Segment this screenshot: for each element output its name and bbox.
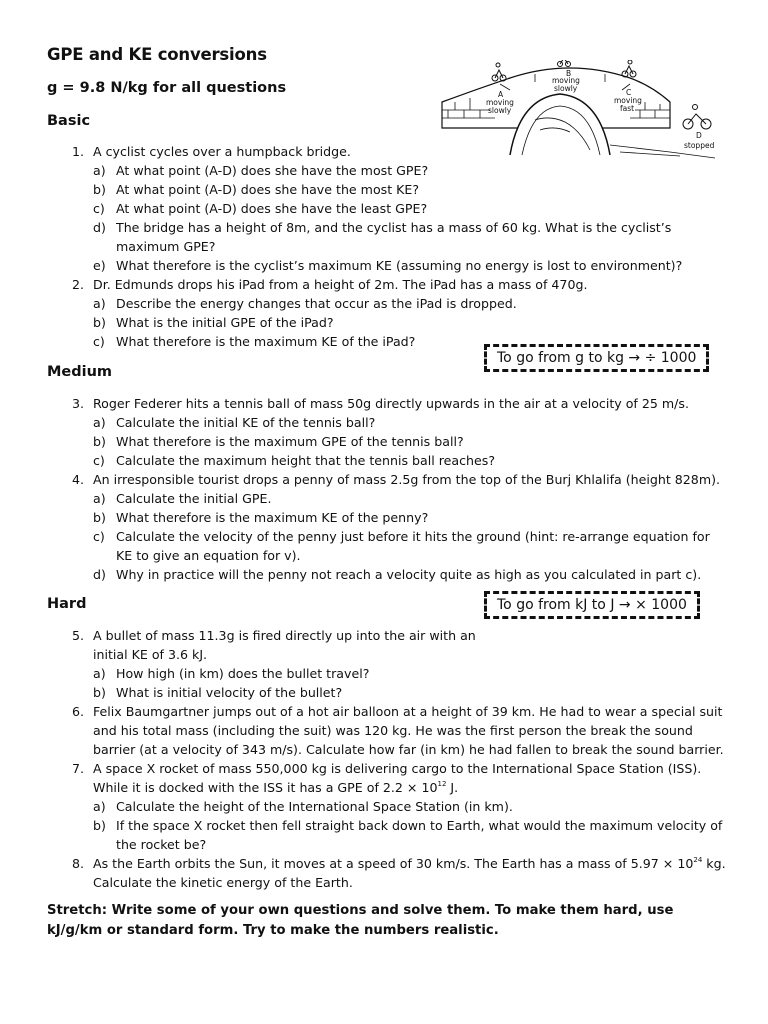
section-medium: Medium <box>47 364 113 380</box>
svg-text:moving: moving <box>486 98 514 107</box>
section-hard: Hard <box>47 596 87 612</box>
page-title: GPE and KE conversions <box>47 45 267 64</box>
section-basic: Basic <box>47 113 91 129</box>
label-c: C <box>626 88 632 97</box>
gravity-note: g = 9.8 N/kg for all questions <box>47 80 287 96</box>
label-a: A <box>498 90 504 99</box>
svg-text:moving: moving <box>552 76 580 85</box>
humpback-bridge-diagram <box>440 60 720 160</box>
conversion-box-g-to-kg: To go from g to kg → ÷ 1000 <box>484 344 709 372</box>
svg-text:stopped: stopped <box>684 141 715 150</box>
conversion-box-kj-to-j: To go from kJ to J → × 1000 <box>484 591 700 619</box>
svg-text:moving: moving <box>614 96 642 105</box>
label-d: D <box>696 131 702 140</box>
svg-text:slowly: slowly <box>488 106 512 115</box>
label-b: B <box>566 69 572 78</box>
stretch-task: Stretch: Write some of your own questions and solve them. To make them hard, use kJ/g/km or standard form. Try to make the numbers realistic. <box>47 903 674 938</box>
svg-text:fast: fast <box>620 104 635 113</box>
worksheet-page: GPE and KE conversions g = 9.8 N/kg for all questions B moving slowly A moving slowly C moving fast D stopped Basic 1. A cyclist cycles over a humpback bridge. a) At what point (A-D) does she have the most GPE? b) At what point (A-D) does she have the most KE? c) At what point (A-D) does she have the least GPE? d) The bridge has a height of 8m, and the cyclist has a mass of 60 kg. What is the cyclist’s maximum GPE? e) What therefore is the cyclist’s maximum KE (assuming no energy is lost to environment)? 2. Dr. Edmunds drops his iPad from a height of 2m. The iPad has a mass of 470g. a) Describe the energy changes that occur as the iPad is dropped. b) What is the initial GPE of the iPad? c) What therefore is the maximum KE of the iPad? To go from g to kg → ÷ 1000 Medium 3. Roger Federer hits a tennis ball of mass 50g directly upwards in the air at a velocity of 25 m/s. a) Calculate the initial KE of the tennis ball? b) What therefore is the maximum GPE of the tennis ball? c) Calculate the maximum height that the tennis ball reaches? 4. An irresponsible tourist drops a penny of mass 2.5g from the top of the Burj Khlalifa (height 828m). a) Calculate the initial GPE. b) What therefore is the maximum KE of the penny? c) Calculate the velocity of the penny just before it hits the ground (hint: re-arrange equation for KE to give an equation for v). d) Why in practice will the penny not reach a velocity quite as high as you calculated in part c). Hard To go from kJ to J → × 1000 5. A bullet of mass 11.3g is fired directly up into the air with an initial KE of 3.6 kJ. a) How high (in km) does the bullet travel? b) What is initial velocity of the bullet? 6. Felix Baumgartner jumps out of a hot air balloon at a height of 39 km. He had to wear a special suit and his total mass (including the suit) was 120 kg. He was the first person the break the sound barrier (at a velocity of 343 m/s). Calculate how far (in km) he had fallen to break the sound barrier. 7. A space X rocket of mass 550,000 kg is delivering cargo to the International Space Station (ISS). While it is docked with the ISS it has a GPE of $2.2 \times 10^{12}$ J. a) Calculate the height of the International Space Station (in km). b) If the space X rocket then fell straight back down to Earth, what would the maximum velocity of the rocket be? 8. As the Earth orbits the Sun, it moves at a speed of 30 km/s. The Earth has a mass of $5.97 \times 10^{24}$ kg. Calculate the kinetic energy of the Earth. Stretch: Write some of your own questions and solve them. To make them hard, use kJ/g/km or standard form. Try to make the numbers realistic. <box>0 0 768 1024</box>
svg-text:slowly: slowly <box>554 84 578 93</box>
